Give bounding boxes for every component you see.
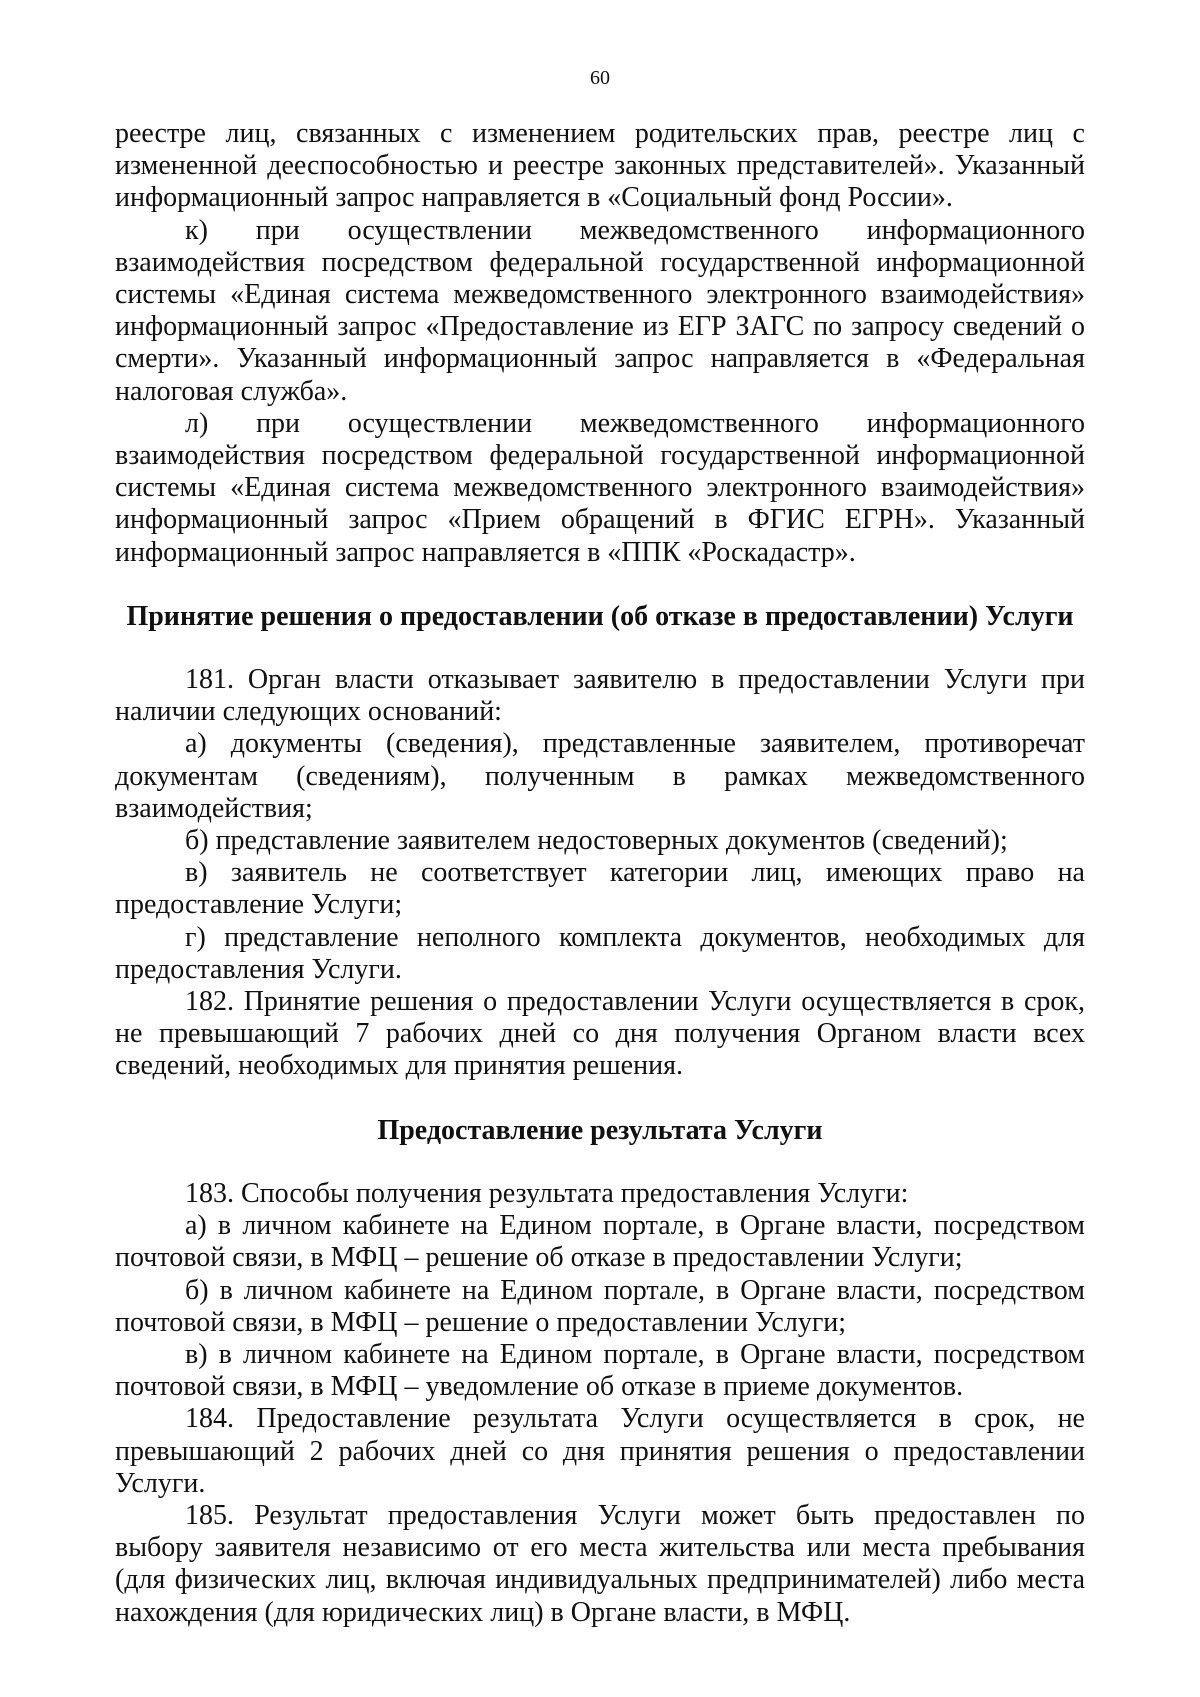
- spacer: [115, 569, 1085, 601]
- spacer: [115, 633, 1085, 664]
- paragraph-181: 181. Орган власти отказывает заявителю в предоставлении Услуги при наличии следующих оснований:: [115, 664, 1085, 728]
- paragraph-183: 183. Способы получения результата предоставления Услуги:: [185, 1177, 909, 1209]
- paragraph-183-a: а) в личном кабинете на Едином портале, в Органе власти, посредством почтовой связи, в МФЦ – решение об отказе в предоставлении Услуги;: [115, 1210, 1085, 1274]
- paragraph-181-a: а) документы (сведения), представленные заявителем, противоречат документам (сведениям), полученным в рамках межведомственного взаимодействия;: [115, 728, 1085, 824]
- paragraph-item-k: к) при осуществлении межведомственного информационного взаимодействия посредством федеральной государственной информационной системы «Единая система межведомственного электронного взаимодействия» информационный запрос «Предоставление из ЕГР ЗАГС по запросу сведений о смерти». Указанный информационный запрос направляется в «Федеральная налоговая служба».: [115, 214, 1085, 407]
- document-body: [115, 118, 1085, 1629]
- paragraph-181-g: г) представление неполного комплекта документов, необходимых для предоставления Услуги.: [115, 921, 1085, 985]
- section-heading-decision: Принятие решения о предоставлении (об отказе в предоставлении) Услуги: [126, 600, 1074, 632]
- paragraph-181-b: б) представление заявителем недостоверных документов (сведений);: [185, 825, 1008, 857]
- paragraph-item-l: л) при осуществлении межведомственного информационного взаимодействия посредством федеральной государственной информационной системы «Единая система межведомственного электронного взаимодействия» информационный запрос «Прием обращений в ФГИС ЕГРН». Указанный информационный запрос направляется в «ППК «Роскадастр».: [115, 407, 1085, 568]
- paragraph-183-v: в) в личном кабинете на Едином портале, в Органе власти, посредством почтовой связи, в МФЦ – уведомление об отказе в приеме документов.: [115, 1338, 1085, 1403]
- section-heading-result: Предоставление результата Услуги: [377, 1114, 823, 1146]
- paragraph-182: 182. Принятие решения о предоставлении Услуги осуществляется в срок, не превышающий 7 рабочих дней со дня получения Органом власти всех сведений, необходимых для принятия решения.: [115, 986, 1085, 1082]
- paragraph-181-v: в) заявитель не соответствует категории лиц, имеющих право на предоставление Услуги;: [115, 857, 1085, 921]
- paragraph-registry-continuation: реестре лиц, связанных с изменением родительских прав, реестре лиц с измененной дееспособностью и реестре законных представителей». Указанный информационный запрос направляется в «Социальный фонд России».: [115, 118, 1085, 214]
- spacer: [115, 1147, 1085, 1178]
- paragraph-184: 184. Предоставление результата Услуги осуществляется в срок, не превышающий 2 рабочих дней со дня принятия решения о предоставлении Услуги.: [115, 1403, 1085, 1499]
- paragraph-185: 185. Результат предоставления Услуги может быть предоставлен по выбору заявителя независимо от его места жительства или места пребывания (для физических лиц, включая индивидуальных предпринимателей) либо места нахождения (для юридических лиц) в Органе власти, в МФЦ.: [115, 1499, 1085, 1628]
- page-number: 60: [590, 67, 610, 89]
- spacer: [115, 1083, 1085, 1115]
- paragraph-183-b: б) в личном кабинете на Едином портале, в Органе власти, посредством почтовой связи, в МФЦ – решение о предоставлении Услуги;: [115, 1274, 1085, 1338]
